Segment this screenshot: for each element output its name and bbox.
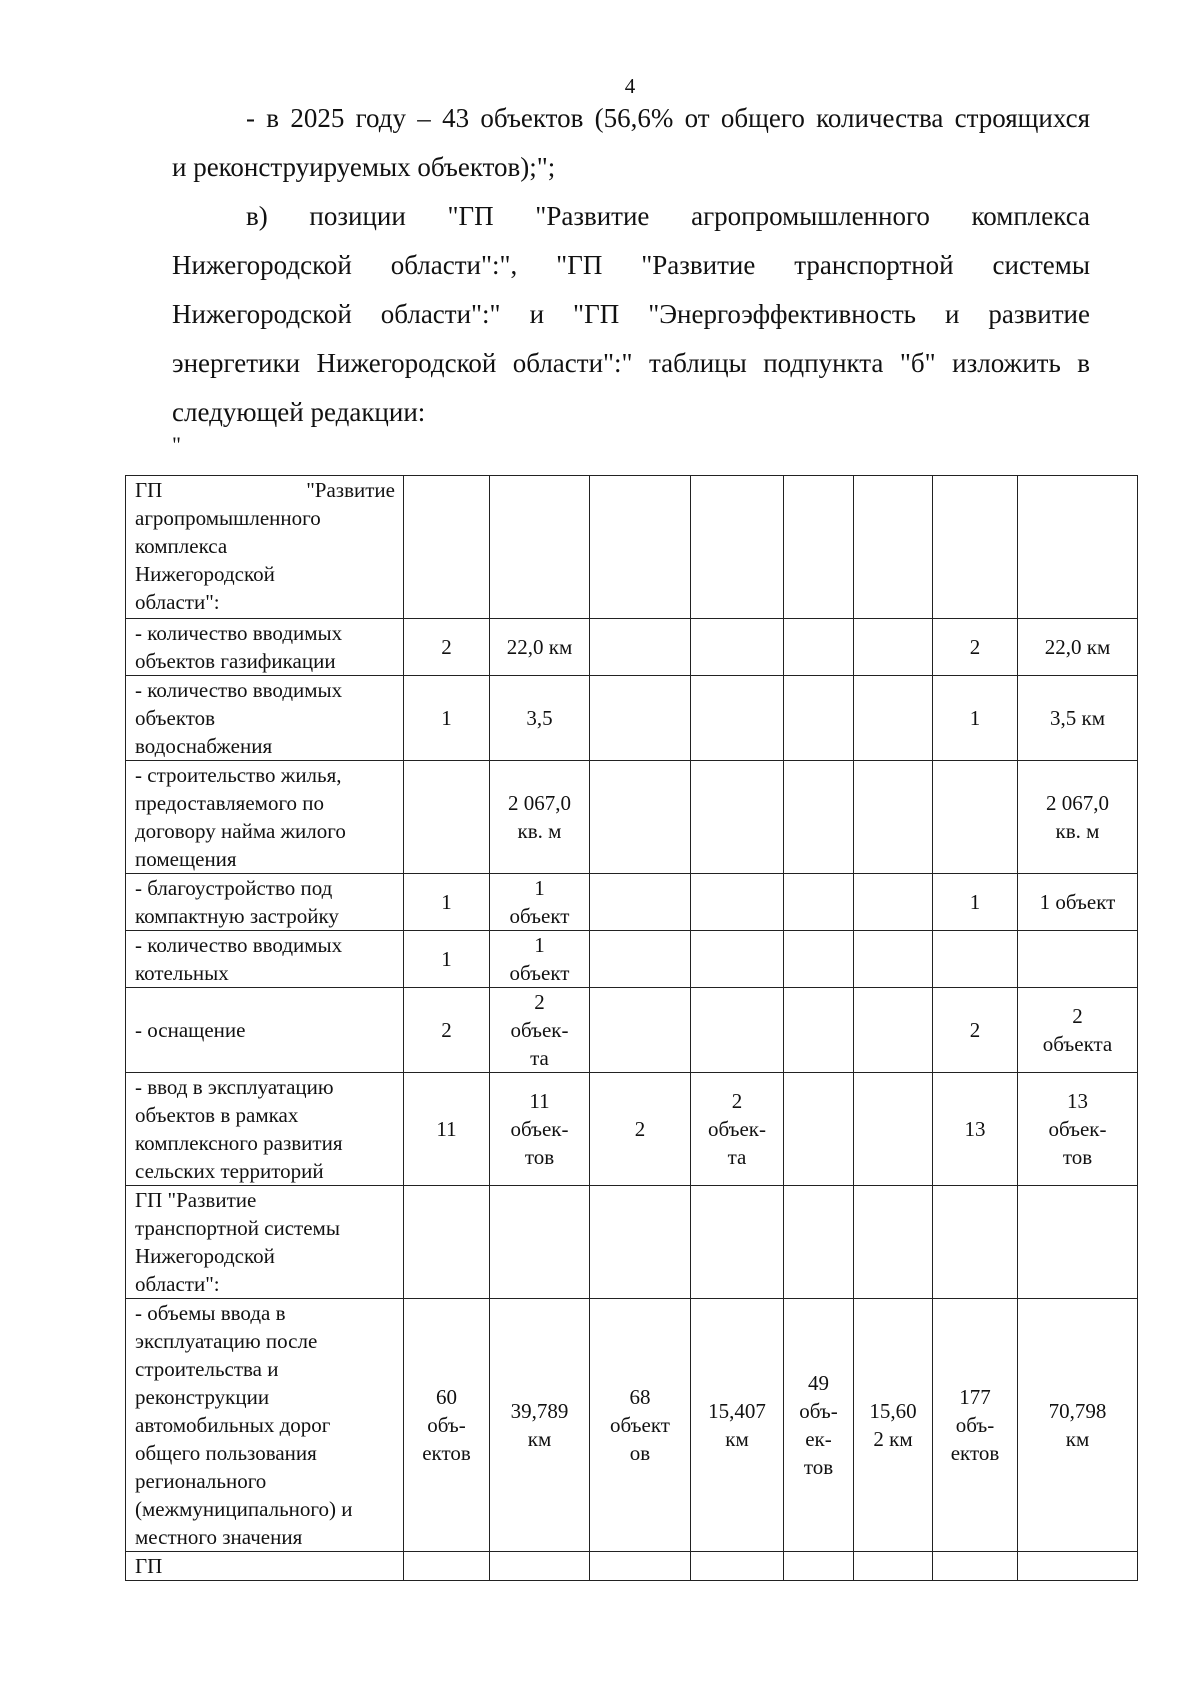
value-line: 2 (969, 1018, 981, 1042)
value-cell-c8 (1018, 1186, 1138, 1299)
value-line: 177 (959, 1385, 991, 1409)
value-cell-c5 (784, 1186, 854, 1299)
paragraph-line: энергетики Нижегородской области":" таблицы подпункта "б" изложить в (172, 348, 1090, 378)
value-line: та (530, 1046, 549, 1070)
row-label-line: Нижегородской (135, 1244, 275, 1268)
value-cell-c7 (933, 1073, 1018, 1186)
value-cell-c5 (784, 476, 854, 619)
value-line: объек- (510, 1117, 569, 1141)
paragraph-line: и реконструируемых объектов);"; (172, 152, 556, 182)
value-cell-c1 (404, 988, 490, 1073)
value-line: 2 км (873, 1427, 913, 1451)
value-line: 60 (436, 1385, 457, 1409)
row-label (126, 676, 404, 761)
value-cell-c2 (490, 476, 590, 619)
value-line: объек- (510, 1018, 569, 1042)
value-line: 2 067,0 (508, 791, 571, 815)
value-cell-c2 (490, 676, 590, 761)
value-line: объект (509, 904, 570, 928)
value-cell-c4 (691, 931, 784, 988)
table-row (126, 1073, 1138, 1186)
value-line: 70,798 (1048, 1399, 1107, 1423)
row-label (126, 619, 404, 676)
value-line: та (727, 1145, 747, 1169)
row-label (126, 1552, 404, 1581)
value-cell-c8 (1018, 619, 1138, 676)
row-label-line: местного значения (135, 1525, 303, 1549)
value-line: 15,60 (869, 1399, 917, 1423)
value-cell-c3 (590, 761, 691, 874)
value-cell-c6 (854, 931, 933, 988)
value-line: 2 (534, 990, 545, 1014)
value-line: 1 (441, 890, 452, 914)
value-cell-c8 (1018, 874, 1138, 931)
value-cell-c2 (490, 1073, 590, 1186)
value-cell-c4 (691, 1186, 784, 1299)
row-label-line: агропромышленного (135, 506, 321, 530)
value-line: 11 (436, 1117, 457, 1141)
value-line: 2 (969, 635, 981, 659)
value-cell-c1 (404, 1299, 490, 1552)
value-cell-c6 (854, 761, 933, 874)
indicators-table (125, 475, 1138, 1581)
row-label (126, 1299, 404, 1552)
value-cell-c1 (404, 676, 490, 761)
table-row (126, 761, 1138, 874)
value-line: кв. м (1055, 819, 1100, 843)
value-cell-c3 (590, 988, 691, 1073)
row-label-line: автомобильных дорог (135, 1413, 331, 1437)
value-cell-c4 (691, 1299, 784, 1552)
paragraph-line: Нижегородской области":" и "ГП "Энергоэффективность и развитие (172, 299, 1090, 329)
row-label-line: - количество вводимых (135, 621, 343, 645)
row-label-line: Нижегородской (135, 562, 275, 586)
value-cell-c6 (854, 988, 933, 1073)
row-label-line: помещения (135, 847, 237, 871)
value-line: 2 (731, 1089, 743, 1113)
value-cell-c6 (854, 1073, 933, 1186)
value-cell-c1 (404, 1186, 490, 1299)
row-label-line: сельских территорий (135, 1159, 324, 1183)
value-cell-c1 (404, 1552, 490, 1581)
value-cell-c3 (590, 931, 691, 988)
row-label-line: водоснабжения (135, 734, 273, 758)
value-cell-c5 (784, 619, 854, 676)
value-line: 1 (969, 890, 981, 914)
value-line: 1 объект (1039, 890, 1116, 914)
table-row (126, 931, 1138, 988)
value-line: 3,5 км (1050, 706, 1105, 730)
value-line: 1 (441, 706, 452, 730)
value-line: объекта (1042, 1032, 1113, 1056)
value-line: объ- (955, 1413, 995, 1437)
row-label-line: - объемы ввода в (135, 1301, 286, 1325)
table-row (126, 1552, 1138, 1581)
value-line: 11 (529, 1089, 550, 1113)
table-row (126, 619, 1138, 676)
value-line: ектов (950, 1441, 1000, 1465)
value-cell-c7 (933, 988, 1018, 1073)
row-label-line: котельных (135, 961, 229, 985)
row-label-line: договору найма жилого (135, 819, 346, 843)
value-line: кв. м (517, 819, 562, 843)
value-cell-c7 (933, 476, 1018, 619)
value-line: 68 (629, 1385, 651, 1409)
value-cell-c7 (933, 1299, 1018, 1552)
paragraph-line: - в 2025 году – 43 объектов (56,6% от общего количества строящихся (246, 103, 1090, 133)
value-cell-c5 (784, 676, 854, 761)
value-cell-c8 (1018, 476, 1138, 619)
value-line: км (527, 1427, 552, 1451)
value-cell-c1 (404, 1073, 490, 1186)
value-line: тов (803, 1455, 834, 1479)
value-cell-c6 (854, 1552, 933, 1581)
value-line: 1 (534, 933, 545, 957)
value-cell-c1 (404, 476, 490, 619)
value-cell-c3 (590, 476, 691, 619)
value-line: ектов (422, 1441, 471, 1465)
value-cell-c1 (404, 761, 490, 874)
value-line: км (1065, 1427, 1090, 1451)
row-label-line: - строительство жилья, (135, 763, 342, 787)
value-line: 2 (441, 635, 452, 659)
value-line: 1 (969, 706, 981, 730)
value-cell-c6 (854, 1299, 933, 1552)
value-cell-c2 (490, 1299, 590, 1552)
row-label (126, 988, 404, 1073)
value-cell-c7 (933, 761, 1018, 874)
value-cell-c3 (590, 1073, 691, 1186)
table-row (126, 676, 1138, 761)
row-label (126, 1186, 404, 1299)
value-line: 2 (1072, 1004, 1083, 1028)
value-line: км (725, 1427, 749, 1451)
value-cell-c4 (691, 476, 784, 619)
table-row (126, 476, 1138, 619)
value-line: объект (509, 961, 570, 985)
value-cell-c4 (691, 676, 784, 761)
value-cell-c7 (933, 676, 1018, 761)
table-row (126, 988, 1138, 1073)
row-label-line: комплекса (135, 534, 228, 558)
row-label (126, 476, 404, 619)
value-line: 1 (441, 947, 452, 971)
value-cell-c3 (590, 1552, 691, 1581)
paragraph-line: Нижегородской области":", "ГП "Развитие транспортной системы (172, 250, 1090, 280)
value-cell-c7 (933, 931, 1018, 988)
row-label-line: реконструкции (135, 1385, 270, 1409)
paragraph-amendment-instruction (172, 192, 1090, 437)
row-label-line: ГП "Развитие (135, 1188, 257, 1212)
row-label-line: ГП "Развитие (135, 478, 395, 502)
value-line: объек- (1048, 1117, 1107, 1141)
value-cell-c8 (1018, 761, 1138, 874)
value-cell-c8 (1018, 1552, 1138, 1581)
value-cell-c5 (784, 1552, 854, 1581)
row-label-line: эксплуатацию после (135, 1329, 318, 1353)
value-line: 3,5 (526, 706, 553, 730)
row-label (126, 874, 404, 931)
value-cell-c7 (933, 874, 1018, 931)
row-label-line: строительства и (135, 1357, 279, 1381)
value-cell-c3 (590, 874, 691, 931)
value-cell-c1 (404, 874, 490, 931)
value-cell-c4 (691, 761, 784, 874)
value-cell-c8 (1018, 988, 1138, 1073)
row-label-line: транспортной системы (135, 1216, 340, 1240)
value-cell-c7 (933, 619, 1018, 676)
value-line: объ- (799, 1399, 838, 1423)
value-cell-c6 (854, 874, 933, 931)
value-cell-c5 (784, 931, 854, 988)
value-line: 49 (808, 1371, 829, 1395)
value-cell-c6 (854, 619, 933, 676)
row-label-line: - оснащение (135, 1018, 246, 1042)
table-row (126, 1299, 1138, 1552)
paragraph-line: в) позиции "ГП "Развитие агропромышленного комплекса (246, 201, 1090, 231)
value-line: тов (524, 1145, 555, 1169)
value-cell-c8 (1018, 1299, 1138, 1552)
value-cell-c5 (784, 761, 854, 874)
row-label-line: - благоустройство под (135, 876, 333, 900)
value-cell-c1 (404, 619, 490, 676)
paragraph-line: следующей редакции: (172, 397, 426, 427)
value-cell-c5 (784, 1299, 854, 1552)
row-label (126, 1073, 404, 1186)
value-cell-c8 (1018, 676, 1138, 761)
row-label-line: области": (135, 590, 220, 614)
value-line: 2 067,0 (1046, 791, 1109, 815)
value-line: 15,407 (708, 1399, 766, 1423)
value-cell-c2 (490, 874, 590, 931)
value-cell-c5 (784, 988, 854, 1073)
value-line: ов (629, 1441, 651, 1465)
value-line: 2 (634, 1117, 646, 1141)
value-line: объект (610, 1413, 670, 1437)
row-label (126, 931, 404, 988)
value-cell-c8 (1018, 931, 1138, 988)
table-row (126, 874, 1138, 931)
row-label-line: общего пользования (135, 1441, 317, 1465)
row-label-line: области": (135, 1272, 220, 1296)
value-line: 13 (964, 1117, 986, 1141)
value-cell-c4 (691, 1552, 784, 1581)
value-cell-c7 (933, 1186, 1018, 1299)
value-cell-c2 (490, 988, 590, 1073)
value-line: объ- (427, 1413, 466, 1437)
value-cell-c4 (691, 874, 784, 931)
value-cell-c4 (691, 1073, 784, 1186)
row-label-line: комплексного развития (135, 1131, 343, 1155)
value-line: объек- (707, 1117, 767, 1141)
value-cell-c2 (490, 619, 590, 676)
row-label-line: - ввод в эксплуатацию (135, 1075, 334, 1099)
value-cell-c7 (933, 1552, 1018, 1581)
row-label-line: объектов в рамках (135, 1103, 299, 1127)
row-label-line: объектов (135, 706, 216, 730)
value-cell-c6 (854, 676, 933, 761)
value-cell-c5 (784, 874, 854, 931)
value-cell-c6 (854, 1186, 933, 1299)
value-cell-c2 (490, 761, 590, 874)
opening-quote-mark: " (172, 432, 181, 457)
value-cell-c2 (490, 1186, 590, 1299)
row-label-line: объектов газификации (135, 649, 336, 673)
value-cell-c4 (691, 619, 784, 676)
value-cell-c1 (404, 931, 490, 988)
value-line: 22,0 км (506, 635, 573, 659)
row-label-line: предоставляемого по (135, 791, 325, 815)
value-cell-c3 (590, 676, 691, 761)
page-number: 4 (624, 74, 636, 98)
value-line: тов (1062, 1145, 1093, 1169)
value-cell-c4 (691, 988, 784, 1073)
value-line: ек- (805, 1427, 832, 1451)
value-cell-c6 (854, 476, 933, 619)
value-cell-c5 (784, 1073, 854, 1186)
row-label-line: (межмуниципального) и (135, 1497, 353, 1521)
value-line: 13 (1067, 1089, 1088, 1113)
value-cell-c8 (1018, 1073, 1138, 1186)
row-label-line: ГП (135, 1554, 163, 1578)
row-label-line: регионального (135, 1469, 267, 1493)
value-line: 39,789 (510, 1399, 569, 1423)
value-line: 1 (534, 876, 545, 900)
row-label (126, 761, 404, 874)
value-cell-c3 (590, 1186, 691, 1299)
value-cell-c2 (490, 1552, 590, 1581)
row-label-line: - количество вводимых (135, 933, 343, 957)
row-label-line: компактную застройку (135, 904, 339, 928)
value-cell-c3 (590, 619, 691, 676)
value-cell-c2 (490, 931, 590, 988)
row-label-line: - количество вводимых (135, 678, 343, 702)
value-cell-c3 (590, 1299, 691, 1552)
value-line: 22,0 км (1044, 635, 1111, 659)
value-line: 2 (441, 1018, 452, 1042)
paragraph-objects-2025 (172, 94, 1090, 192)
table-row (126, 1186, 1138, 1299)
